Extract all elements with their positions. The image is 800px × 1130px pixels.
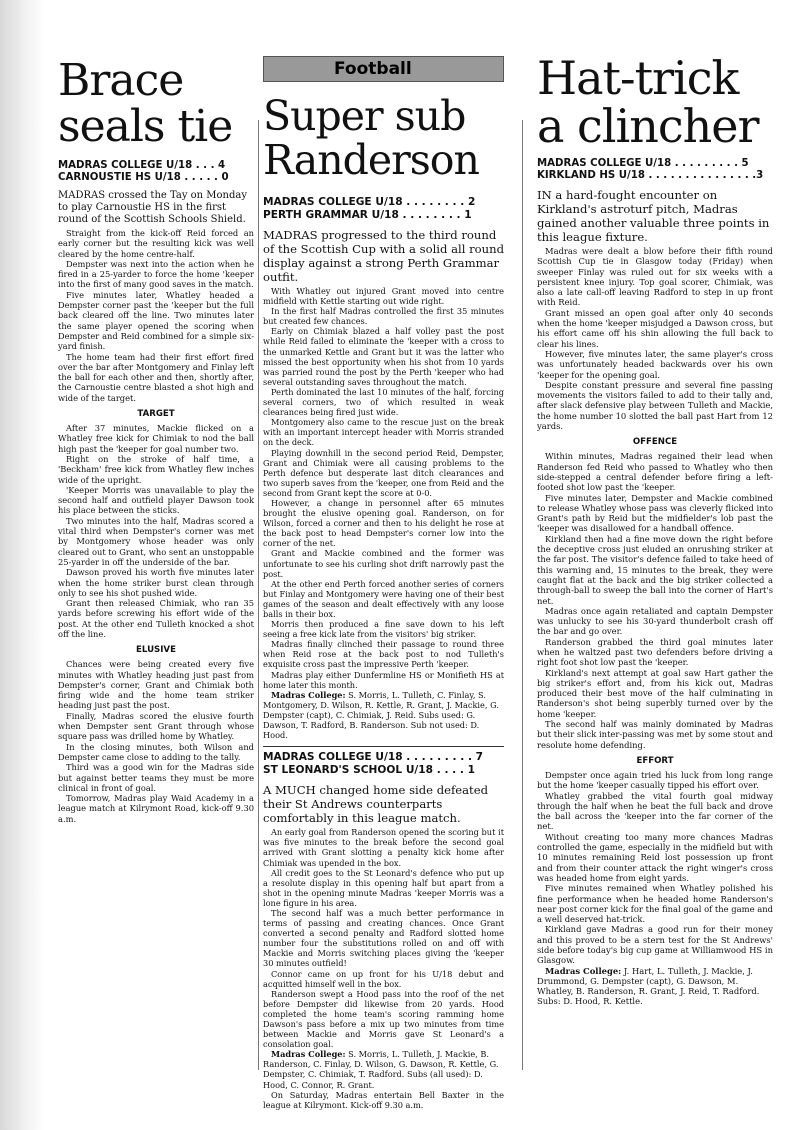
subheading: OFFENCE [632, 437, 678, 448]
team-label: Madras College: [545, 965, 622, 976]
intro-paragraph: MADRAS progressed to the third round of the Scottish Cup with a solid all round display against a strong Perth Grammar outfit. [263, 228, 505, 284]
paragraph: Five minutes remained when Whatley polished his fine performance when he headed home Randerson's near post corner kick for the final goal of the game and a well deserved hat-trick. [537, 883, 773, 925]
paragraph: Tomorrow, Madras play Waid Academy in a league match at Kilrymont Road, kick-off 9.30 a.m. [58, 793, 254, 824]
subheading: ELUSIVE [136, 645, 176, 656]
intro-paragraph: MADRAS crossed the Tay on Monday to play Carnoustie HS in the first round of the Scottish Schools Shield. [58, 190, 248, 225]
paragraph: The home team had their first effort fired over the bar after Montgomery and Finlay left the ball for each other and then, shortly after, the Carnoustie centre blasted a shot high and wide of the target. [58, 351, 254, 403]
story-divider [263, 746, 504, 747]
score-home: MADRAS COLLEGE U/18 . . . 4 [58, 160, 226, 171]
paragraph: Grant missed an open goal after only 40 seconds when the home 'keeper misjudged a Dawson cross, but his effort came off his shin allowing the full back to clear his lines. [537, 307, 773, 349]
paragraph: Chances were being created every five minutes with Whatley heading just past from Dempster's corner, Grant and Chimiak both firing wide and the home team striker heading just past the post. [58, 659, 254, 711]
score-away: ST LEONARD'S SCHOOL U/18 . . . . 1 [263, 764, 475, 777]
paragraph: Within minutes, Madras regained their lead when Randerson fed Reid who passed to Whatley who then side-stepped a central defender before firing a left-footed shot low past the 'keeper. [537, 451, 773, 493]
subheading: EFFORT [636, 755, 674, 766]
paragraph: Without creating too many more chances Madras controlled the game, especially in the midfield but with 10 minutes remaining Reid lost possession up front and from their counter attack the right winger's cross was headed home from eight yards. [537, 831, 773, 883]
paragraph: Madras finally clinched their passage to round three when Reid rose at the back post to nod Tulleth's exquisite cross past the impressive Perth 'keeper. [263, 639, 504, 670]
headline: Super sub Randerson [263, 92, 479, 184]
team-lineup [263, 1049, 504, 1089]
paragraph: Right on the stroke of half time, a 'Beckham' free kick from Whatley flew inches wide of the upright. [58, 453, 254, 485]
paragraph: Perth dominated the last 10 minutes of the half, forcing several corners, two of which resulted in weak clearances being fired just wide. [263, 386, 504, 418]
paragraph: Two minutes into the half, Madras scored a vital third when Dempster's corner was met by Montgomery whose header was only cleared out to Grant, who sent an unstoppable 25-yarder in off the underside of the bar. [58, 515, 254, 567]
team-label: Madras College: [271, 689, 346, 700]
paragraph: The second half was mainly dominated by Madras but their slick inter-passing was met by some stout and resolute home defending. [537, 719, 773, 750]
paragraph: Finally, Madras scored the elusive fourth when Dempster sent Grant through whose square pass was drilled home by Whatley. [58, 710, 254, 742]
paragraph: Whatley grabbed the vital fourth goal midway through the half when he beat the full back and drove the ball across the 'keeper into the far corner of the net. [537, 790, 773, 832]
paragraph: 'Keeper Morris was unavailable to play the second half and outfield player Dawson took his place between the sticks. [58, 484, 254, 516]
team-lineup [537, 966, 773, 1007]
body-c [58, 659, 254, 824]
paragraph: Grant and Mackie combined and the former was unfortunate to see his curling shot drift narrowly past the post. [263, 548, 504, 579]
paragraph: Early on Chimiak blazed a half volley past the post while Reid failed to eliminate the 'keeper with a cross to the unmarked Kettle and Grant but it was the latter who missed the best opportunity when his shot from 10 yards was parried round the post by the Perth 'keeper who had several outstanding saves throughout the match. [263, 326, 504, 387]
page-gutter-shadow [0, 0, 44, 1130]
paragraph: With Whatley out injured Grant moved into centre midfield with Kettle starting out wide right. [263, 286, 504, 307]
paragraph: In the closing minutes, both Wilson and Dempster came close to adding to the tally. [58, 741, 254, 762]
paragraph: However, a change in personnel after 65 minutes brought the elusive opening goal. Randerson, on for Wilson, forced a corner and then to his delight he rose at the back post to head Dempster's corner low into the corner of the net. [263, 497, 504, 549]
paragraph: After 37 minutes, Mackie flicked on a Whatley free kick for Chimiak to nod the ball high past the 'keeper for goal number two. [58, 423, 254, 454]
score-away: CARNOUSTIE HS U/18 . . . . . 0 [58, 172, 229, 183]
section-label: Football [263, 56, 504, 82]
paragraph: Randerson grabbed the third goal minutes later when he waltzed past two defenders before driving a right foot shot low past the 'keeper. [537, 636, 773, 668]
paragraph: However, five minutes later, the same player's cross was unfortunately headed backwards over his own 'keeper for the opening goal. [537, 348, 773, 380]
paragraph: Playing downhill in the second period Reid, Dempster, Grant and Chimiak were all causing problems to the Perth defence but desperate last ditch clearances and two superb saves from the 'keeper, one from Reid and the second from Grant kept the score at 0-0. [263, 447, 504, 498]
team-lineup [263, 690, 504, 740]
story-super-sub-randerson [263, 56, 504, 1110]
score-away: PERTH GRAMMAR U/18 . . . . . . . . 1 [263, 209, 472, 221]
body-c [537, 770, 773, 1007]
paragraph: Connor came on up front for his U/18 debut and acquitted himself well in the box. [263, 968, 504, 989]
score-home: MADRAS COLLEGE U/18 . . . . . . . . . 7 [263, 751, 484, 764]
paragraph: Dempster was next into the action when he fired in a 25-yarder to force the home 'keeper into the first of many good saves in the match. [58, 258, 254, 290]
paragraph: Morris then produced a fine save down to his left seeing a free kick late from the visitors' big striker. [263, 619, 504, 640]
paragraph: Dawson proved his worth five minutes later when the home striker burst clean through only to see his shot pushed wide. [58, 567, 254, 598]
column-rule [258, 120, 259, 1070]
paragraph: Five minutes later, Whatley headed a Dempster corner past the 'keeper but the full back cleared off the line. Two minutes later the same player opened the scoring when Dempster and Reid combined for a simple six-yard finish. [58, 289, 254, 352]
paragraph: At the other end Perth forced another series of corners but Finlay and Montgomery were having one of their best games of the season and dealt effectively with any loose balls in their box. [263, 578, 504, 619]
score-away: KIRKLAND HS U/18 . . . . . . . . . . . . . . .3 [537, 170, 764, 181]
body-a [537, 246, 773, 431]
paragraph: Despite constant pressure and several fine passing movements the visitors failed to add to their tally and, after slack defensive play between Tulleth and Mackie, the home number 10 slotted the ball past Hart from 12 yards. [537, 379, 773, 432]
intro-paragraph: IN a hard-fought encounter on Kirkland's astroturf pitch, Madras gained another valuable three points in this league fixture. [537, 188, 770, 244]
body-b [58, 423, 254, 639]
team-label: Madras College: [271, 1049, 346, 1060]
paragraph: Randerson swept a Hood pass into the roof of the net before Dempster did likewise from 20 yards. Hood completed the home team's scoring ramming home Dawson's pass before a mix up two minutes from time between Mackie and Morris gave St Leonard's a consolation goal. [263, 988, 504, 1050]
paragraph: Five minutes later, Dempster and Mackie combined to release Whatley whose pass was cleverly flicked into Grant's path by Reid but the midfielder's lob past the 'keeper was disallowed for a handball offence. [537, 492, 773, 534]
paragraph: Grant then released Chimiak, who ran 35 yards before screwing his effort wide of the post. At the other end Tulleth knocked a shot off the line. [58, 598, 254, 639]
closing-note: On Saturday, Madras entertain Bell Baxter in the league at Kilrymont. Kick-off 9.30 a.m. [263, 1089, 504, 1110]
paragraph: Madras once again retaliated and captain Dempster was unlucky to see his 30-yard thunderbolt crash off the bar and go over. [537, 605, 773, 637]
paragraph: The second half was a much better performance in terms of passing and creating chances. Once Grant converted a second penalty and Radford slotted home number four the substitutions rolled on and off with Mackie and Morris switching places giving the 'keeper 30 minutes outfield! [263, 907, 504, 969]
column-rule [522, 120, 523, 1070]
paragraph: Kirkland then had a fine move down the right before the deceptive cross just eluded an onrushing striker at the far post. The visitor's defence failed to take heed of this warning and, 15 minutes to the break, they were caught flat at the back and the big striker collected a through-ball to sweep the ball into the corner of Hart's net. [537, 533, 773, 606]
body-b [537, 451, 773, 750]
score-home: MADRAS COLLEGE U/18 . . . . . . . . . 5 [537, 158, 749, 169]
headline: Brace seals tie [58, 55, 233, 152]
paragraph: An early goal from Randerson opened the scoring but it was five minutes to the break before the second goal arrived with Grant slotting a penalty kick home after Chimiak was upended in the box. [263, 827, 504, 868]
paragraph: All credit goes to the St Leonard's defence who put up a resolute display in this opening half but apart from a shot in the opening minute Madras 'keeper Morris was a lone figure in his area. [263, 867, 504, 908]
intro-paragraph: A MUCH changed home side defeated their St Andrews counterparts comfortably in this league match. [263, 783, 488, 826]
paragraph: Third was a good win for the Madras side but against better teams they must be more clinical in front of goal. [58, 762, 254, 793]
paragraph: Madras were dealt a blow before their fifth round Scottish Cup tie in Glasgow today (Friday) when sweeper Finlay was ruled out for six weeks with a persistent knee injury. Top goal scorer, Chimiak, was also a late call-off leaving Radford to step in up front with Reid. [537, 246, 773, 308]
story-madras-v-st-leonards [263, 751, 504, 1110]
paragraph: Straight from the kick-off Reid forced an early corner but the resulting kick was well cleared by the home centre-half. [58, 228, 254, 259]
paragraph: Kirkland's next attempt at goal saw Hart gather the big striker's effort and, from his kick out, Madras produced their best move of the half culminating in Randerson's shot being superbly turned over by the home 'keeper. [537, 667, 773, 719]
headline: Hat-trick a clincher [537, 51, 759, 153]
paragraph: Dempster once again tried his luck from long range but the home 'keeper casually tipped his effort over. [537, 769, 773, 791]
team-players: S. Morris, L. Tulleth, J. Mackie, B. Randerson, C. Finlay, D. Wilson, G. Dawson, R. Kettle, G. Dempster, C. Chimiak, T. Radford. Subs (all used): D. Hood, C. Connor, R. Grant. [263, 1049, 499, 1090]
story-brace-seals-tie [58, 40, 254, 824]
paragraph: Montgomery also came to the rescue just on the break with an important intercept header with Morris stranded on the deck. [263, 417, 504, 448]
story-hat-trick-a-clincher [537, 40, 773, 1007]
body-a [58, 228, 254, 403]
paragraph: Madras play either Dunfermline HS or Monifieth HS at home later this month. [263, 669, 504, 690]
team-players: J. Hart, L. Tulleth, J. Mackie, J. Drummond, G. Dempster (capt), G. Dawson, M. Whatley, B. Randerson, R. Grant, J. Reid, T. Radford. Subs: D. Hood, R. Kettle. [537, 965, 760, 1007]
body [263, 286, 504, 740]
subheading: TARGET [137, 409, 175, 420]
paragraph: In the first half Madras controlled the first 35 minutes but created few chances. [263, 306, 504, 327]
score-home: MADRAS COLLEGE U/18 . . . . . . . . 2 [263, 196, 476, 208]
paragraph: Kirkland gave Madras a good run for their money and this proved to be a stern test for the St Andrews' side before today's big cup game at Williamwood HS in Glasgow. [537, 924, 773, 966]
team-players: S. Morris, L. Tulleth, C. Finlay, S. Montgomery, D. Wilson, R. Kettle, R. Grant, J. Mackie, G. Dempster (capt), C. Chimiak, J. Reid. Subs used: G. Dawson, T. Radford, B. Randerson. Sub not used: D. Hood. [263, 689, 499, 741]
